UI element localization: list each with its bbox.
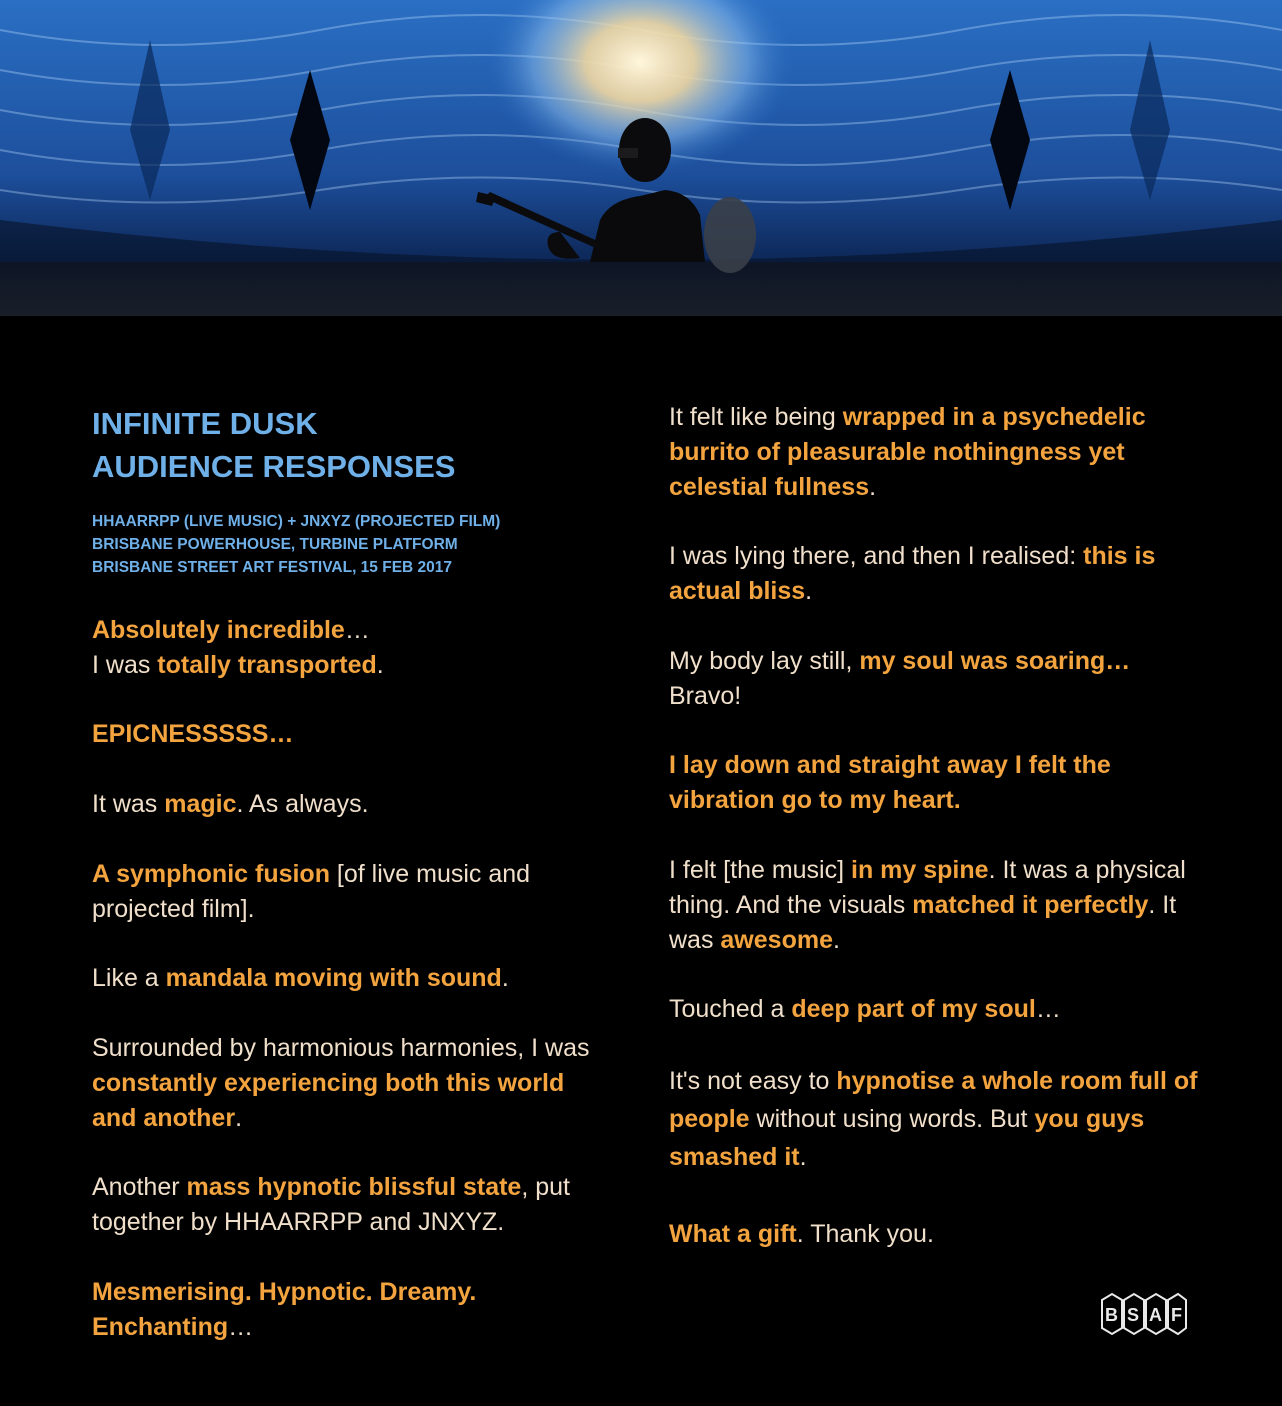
page-title [92, 402, 455, 488]
quote: My body lay still, my soul was soaring… Bravo! [669, 647, 1131, 710]
event-details [92, 510, 500, 579]
quote: I lay down and straight away I felt the vibration go to my heart. [669, 751, 1111, 814]
svg-text:B: B [1105, 1305, 1118, 1325]
title-line: INFINITE DUSK [92, 406, 318, 441]
quote: I was lying there, and then I realised: this is actual bliss. [669, 542, 1156, 605]
quote: Touched a deep part of my soul… [669, 995, 1061, 1023]
event-venue: BRISBANE POWERHOUSE, TURBINE PLATFORM [92, 536, 458, 553]
quote: Surrounded by harmonious harmonies, I was constantly experiencing both this world and another. [92, 1034, 590, 1132]
quote: It was magic. As always. [92, 790, 369, 818]
hero-image [0, 0, 1282, 316]
quote: What a gift. Thank you. [669, 1220, 934, 1248]
quote: EPICNESSSSS… [92, 720, 294, 748]
quote: Mesmerising. Hypnotic. Dreamy. Enchanting… [92, 1278, 477, 1341]
title-line: AUDIENCE RESPONSES [92, 449, 456, 484]
event-festival-date: BRISBANE STREET ART FESTIVAL, 15 FEB 2017 [92, 559, 453, 576]
quote: It felt like being wrapped in a psychedelic burrito of pleasurable nothingness yet celestial fullness. [669, 403, 1146, 501]
svg-text:A: A [1149, 1305, 1162, 1325]
svg-text:F: F [1171, 1305, 1182, 1325]
hero-photo-illustration [0, 0, 1282, 316]
quote: It's not easy to hypnotise a whole room full of people without using words. But you guys smashed it. [669, 1067, 1198, 1171]
quote: Like a mandala moving with sound. [92, 964, 509, 992]
svg-text:S: S [1127, 1305, 1140, 1325]
quote: Another mass hypnotic blissful state, put together by HHAARRPP and JNXYZ. [92, 1173, 570, 1236]
quote: I felt [the music] in my spine. It was a physical thing. And the visuals matched it perfectly. It was awesome. [669, 856, 1186, 954]
festival-logo-icon [1100, 1290, 1188, 1336]
quote: Absolutely incredible… I was totally transported. [92, 616, 384, 679]
quote: A symphonic fusion [of live music and projected film]. [92, 860, 531, 923]
event-credits: HHAARRPP (LIVE MUSIC) + JNXYZ (PROJECTED FILM) [92, 513, 501, 530]
